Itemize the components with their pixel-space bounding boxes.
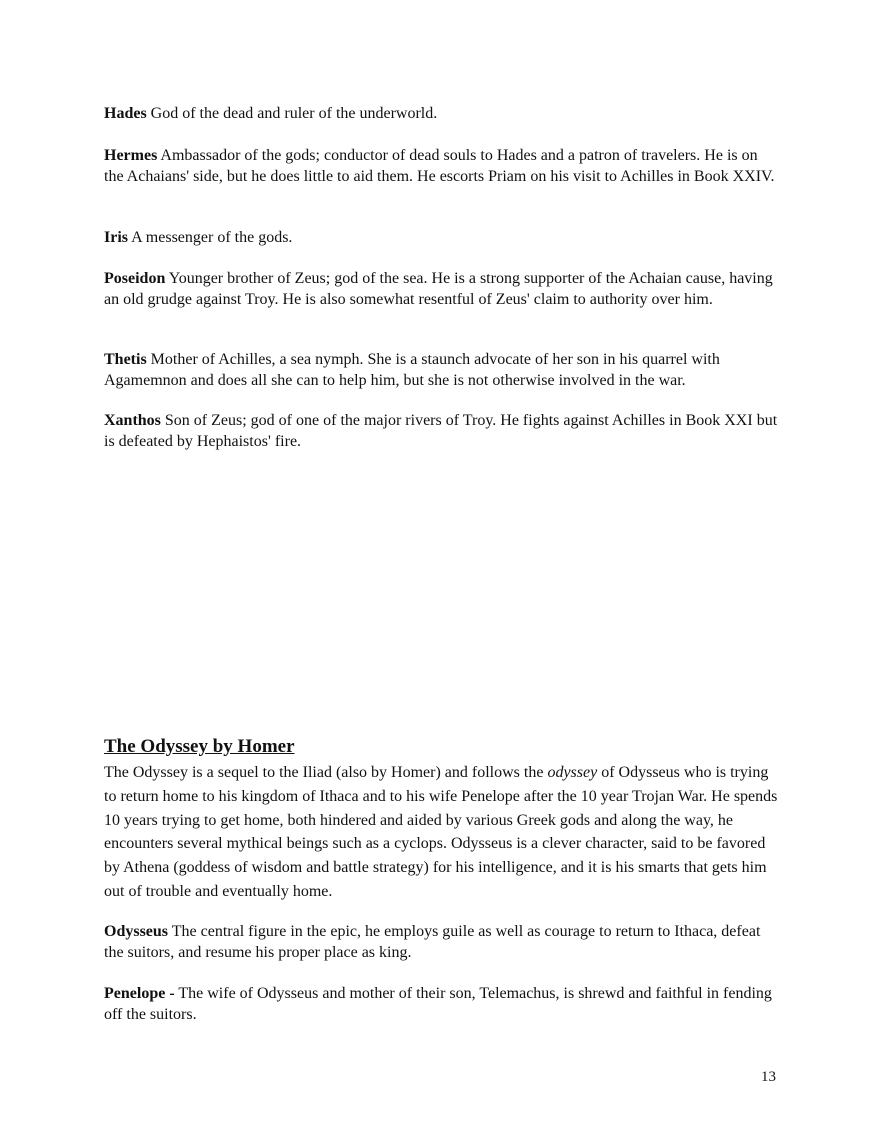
entry-hades: [104, 104, 779, 125]
intro-text: The Odyssey is a sequel to the Iliad (also by Homer) and follows the: [104, 764, 548, 781]
entry-poseidon: [104, 269, 779, 310]
entry-odysseus: [104, 922, 779, 963]
page-number: 13: [761, 1069, 776, 1085]
entry-penelope: [104, 984, 779, 1025]
entry-term: Iris: [104, 229, 128, 246]
entry-description: The wife of Odysseus and mother of their son, Telemachus, is shrewd and faithful in fending off the suitors.: [104, 985, 772, 1023]
entry-thetis: [104, 350, 779, 391]
entry-description: Ambassador of the gods; conductor of dead souls to Hades and a patron of travelers. He is on the Achaians' side, but he does little to aid them. He escorts Priam on his visit to Achilles in Book XXIV.: [104, 147, 775, 185]
entry-hermes: [104, 146, 779, 187]
entry-description: The central figure in the epic, he employs guile as well as courage to return to Ithaca, defeat the suitors, and resume his proper place as king.: [104, 923, 761, 961]
intro-text: of Odysseus who is trying to return home to his kingdom of Ithaca and to his wife Penelope after the 10 year Trojan War. He spends 10 years trying to get home, both hindered and aided by various Greek gods and along the way, he encounters several mythical beings such as a cyclops. Odysseus is a clever character, said to be favored by Athena (goddess of wisdom and battle strategy) for his intelligence, and it is his smarts that gets him out of trouble and eventually home.: [104, 764, 778, 900]
section-title: The Odyssey by Homer: [104, 736, 295, 757]
entry-term: Thetis: [104, 351, 147, 368]
entry-description: Mother of Achilles, a sea nymph. She is a staunch advocate of her son in his quarrel with Agamemnon and does all she can to help him, but she is not otherwise involved in the war.: [104, 351, 720, 389]
entry-iris: [104, 228, 779, 249]
intro-italic-word: odyssey: [547, 764, 598, 781]
odyssey-intro: [104, 761, 784, 904]
entry-xanthos: [104, 411, 779, 452]
entry-term: Poseidon: [104, 270, 166, 287]
entry-description: A messenger of the gods.: [128, 229, 293, 246]
entry-description: Younger brother of Zeus; god of the sea. He is a strong supporter of the Achaian cause, having an old grudge against Troy. He is also somewhat resentful of Zeus' claim to authority over him.: [104, 270, 773, 308]
entry-term: Xanthos: [104, 412, 161, 429]
entry-description: God of the dead and ruler of the underworld.: [146, 105, 438, 122]
entry-term: Odysseus: [104, 923, 169, 940]
entry-term: Hermes: [104, 147, 158, 164]
entry-term: Penelope -: [104, 985, 175, 1002]
entry-term: Hades: [104, 105, 147, 122]
entry-description: Son of Zeus; god of one of the major rivers of Troy. He fights against Achilles in Book XXI but is defeated by Hephaistos' fire.: [104, 412, 778, 450]
